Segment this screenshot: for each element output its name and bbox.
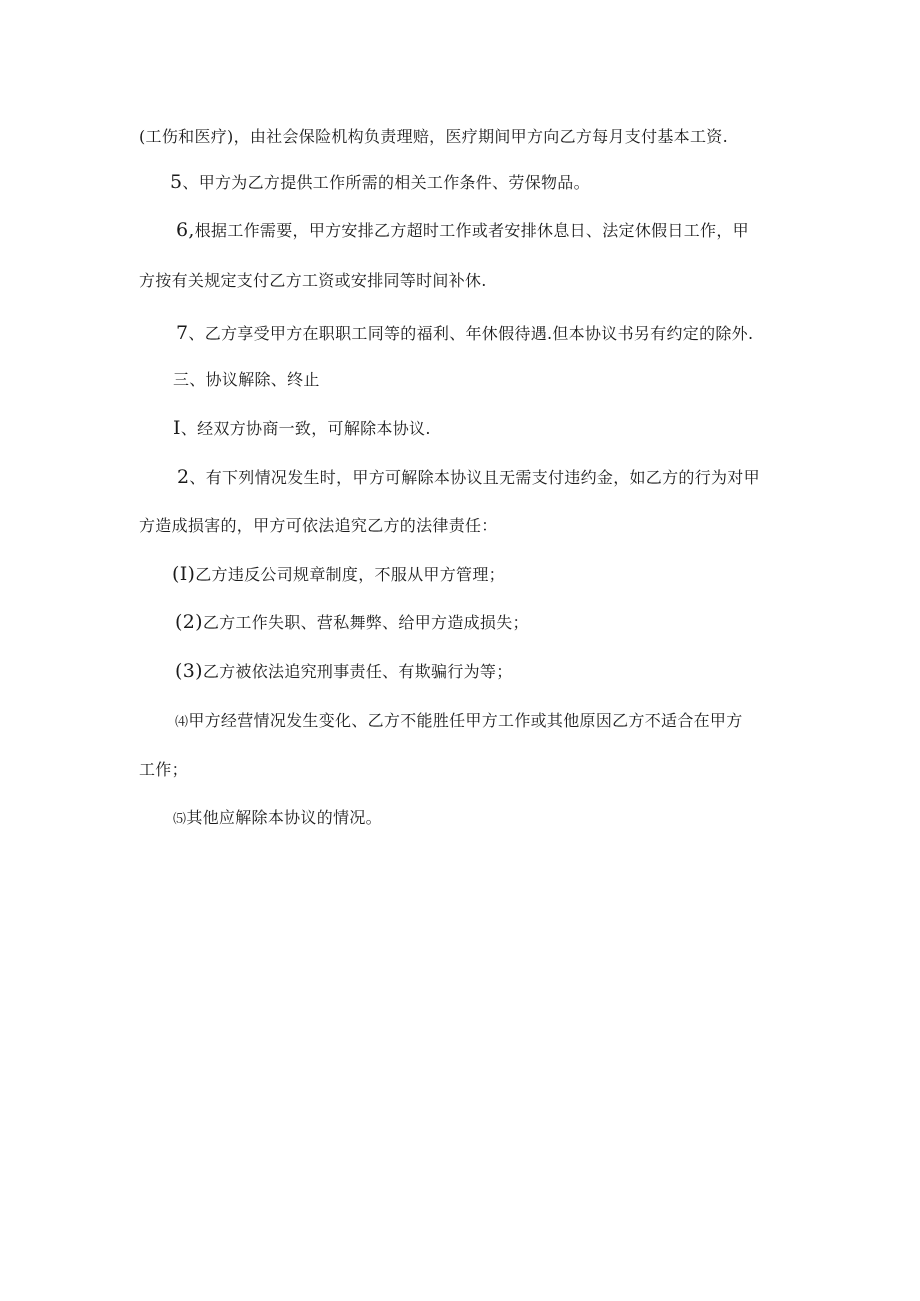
sub-item-4-line-1 — [175, 711, 743, 733]
sub-item-number: ⑷ — [175, 715, 189, 730]
paragraph-text: (工伤和医疗)，由社会保险机构负责理赔，医疗期间甲方向乙方每月支付基本工资. — [139, 127, 728, 146]
sub-item-text: 乙方违反公司规章制度，不服从甲方管理； — [195, 565, 505, 584]
sub-item-text: 乙方工作失职、营私舞弊、给甲方造成损失； — [202, 613, 529, 632]
item-number: 2 — [177, 466, 190, 488]
sub-item-text: 乙方被依法追究刑事责任、有欺骗行为等； — [202, 662, 513, 681]
item-text: 方按有关规定支付乙方工资或安排同等时间补休. — [139, 271, 487, 290]
item-6-line-2 — [139, 271, 487, 291]
item-text: 、有下列情况发生时，甲方可解除本协议且无需支付违约金，如乙方的行为对甲 — [189, 468, 760, 487]
sub-item-text: 甲方经营情况发生变化、乙方不能胜任甲方工作或其他原因乙方不适合在甲方 — [188, 711, 743, 730]
item-text: 、乙方享受甲方在职职工同等的福利、年休假待遇.但本协议书另有约定的除外. — [188, 324, 754, 343]
item-6-line-1 — [176, 220, 749, 241]
section3-item-1 — [173, 418, 431, 439]
item-7 — [176, 323, 753, 344]
sub-item-number: (3) — [175, 660, 203, 682]
item-text: 、经双方协商一致，可解除本协议. — [180, 419, 431, 438]
section-heading — [173, 370, 320, 390]
sub-item-text: 工作； — [139, 760, 188, 779]
paragraph-continuation — [139, 127, 728, 147]
sub-item-3 — [175, 661, 513, 682]
section3-item-2-line-1 — [177, 467, 760, 488]
item-number: 6, — [176, 219, 195, 241]
sub-item-1 — [172, 564, 505, 585]
sub-item-2 — [175, 612, 529, 633]
section3-item-2-line-2 — [139, 516, 498, 536]
sub-item-4-line-2 — [139, 760, 188, 780]
sub-item-5 — [173, 808, 382, 830]
sub-item-number: (I) — [172, 563, 196, 585]
sub-item-text: 其他应解除本协议的情况。 — [186, 808, 382, 827]
item-number: I — [173, 417, 181, 439]
section-title: 三、协议解除、终止 — [173, 370, 320, 389]
item-text: 、甲方为乙方提供工作所需的相关工作条件、劳保物品。 — [182, 173, 590, 192]
item-text: 根据工作需要，甲方安排乙方超时工作或者安排休息日、法定休假日工作，甲 — [194, 221, 749, 240]
sub-item-number: ⑸ — [173, 812, 187, 827]
sub-item-number: (2) — [175, 611, 203, 633]
item-text: 方造成损害的，甲方可依法追究乙方的法律责任： — [139, 516, 498, 535]
item-number: 7 — [176, 322, 189, 344]
item-5 — [170, 172, 590, 193]
item-number: 5 — [170, 171, 183, 193]
